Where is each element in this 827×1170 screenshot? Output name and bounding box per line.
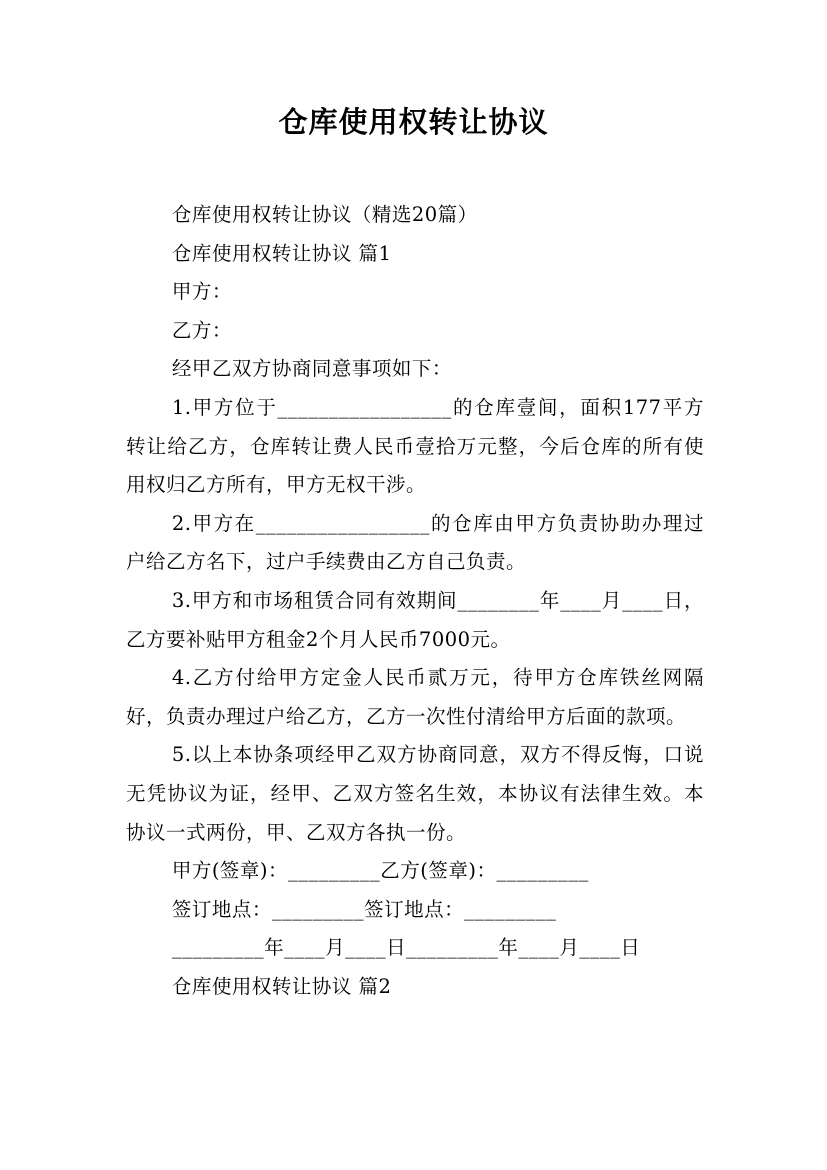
document-title: 仓库使用权转让协议 — [278, 105, 549, 139]
paragraph-collection-title: 仓库使用权转让协议（精选20篇） — [171, 203, 478, 226]
paragraph-party-b: 乙方： — [171, 318, 232, 342]
paragraph-signing-date: _________年____月____日_________年____月____日 — [171, 936, 641, 960]
paragraph-clause-3: 3.甲方和市场租赁合同有效期间________年____月____日，乙方要补贴甲方租金2个月人民币7000元。 — [126, 588, 704, 651]
paragraph-clause-4: 4.乙方付给甲方定金人民币贰万元，待甲方仓库铁丝网隔好，负责办理过户给乙方，乙方一次性付清给甲方后面的款项。 — [126, 666, 704, 728]
paragraph-signing-place: 签订地点：_________签订地点：_________ — [171, 897, 557, 921]
paragraph-clause-5: 5.以上本协条项经甲乙双方协商同意，双方不得反悔，口说无凭协议为证，经甲、乙双方签名生效，本协议有法律生效。本协议一式两份，甲、乙双方各执一份。 — [126, 743, 704, 844]
paragraph-party-a: 甲方： — [171, 280, 232, 304]
paragraph-intro: 经甲乙双方协商同意事项如下： — [171, 357, 452, 381]
document-body — [126, 196, 704, 1006]
paragraph-signatures: 甲方(签章)：_________乙方(签章)：_________ — [171, 859, 589, 883]
paragraph-next-section-heading: 仓库使用权转让协议 篇2 — [171, 974, 392, 998]
paragraph-clause-2: 2.甲方在_________________的仓库由甲方负责协助办理过户给乙方名下，过户手续费由乙方自己负责。 — [126, 511, 704, 574]
paragraph-section-heading: 仓库使用权转让协议 篇1 — [171, 241, 392, 265]
paragraph-clause-1: 1.甲方位于_________________的仓库壹间，面积177平方转让给乙方，仓库转让费人民币壹拾万元整，今后仓库的所有使用权归乙方所有，甲方无权干涉。 — [126, 395, 704, 497]
